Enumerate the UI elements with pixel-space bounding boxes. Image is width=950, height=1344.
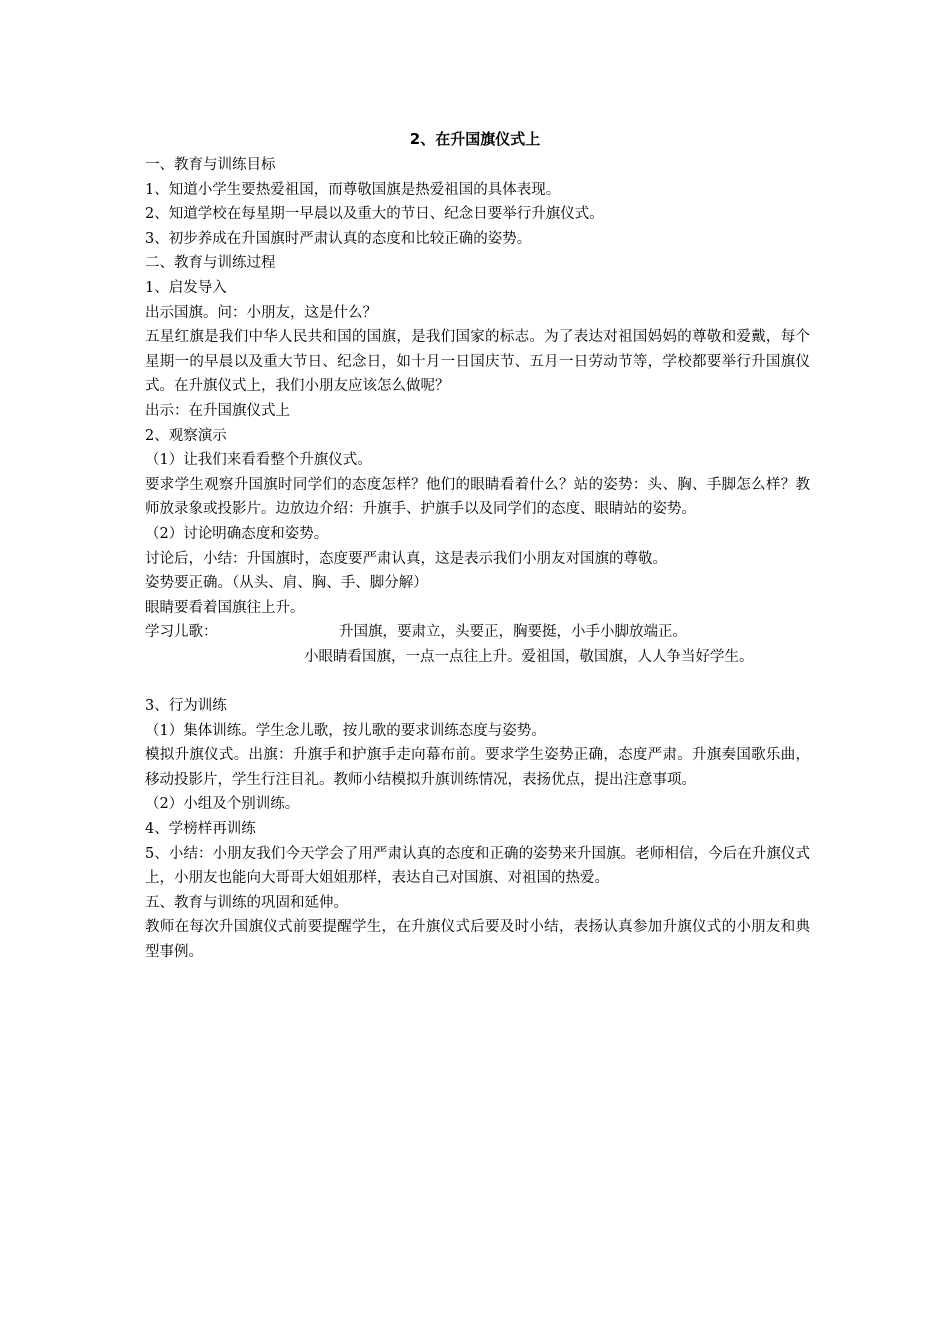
observe-posture: 姿势要正确。（从头、肩、胸、手、脚分解）	[145, 575, 428, 592]
song-row-1	[145, 620, 825, 645]
observe-sub-2: （2）讨论明确态度和姿势。	[145, 525, 329, 542]
section-heading-extension: 五、教育与训练的巩固和延伸。	[145, 894, 348, 911]
goal-item-1: 1、知道小学生要热爱祖国，而尊敬国旗是热爱祖国的具体表现。	[145, 181, 561, 198]
document-body	[145, 153, 825, 965]
step-heading-intro: 1、启发导入	[145, 279, 227, 296]
goal-item-2: 2、知道学校在每星期一早晨以及重大的节日、纪念日要举行升旗仪式。	[145, 206, 604, 223]
goal-item-3: 3、初步养成在升国旗时严肃认真的态度和比较正确的姿势。	[145, 230, 532, 247]
blank-line	[145, 669, 825, 694]
song-label: 学习儿歌：	[145, 624, 218, 641]
observe-eyes: 眼睛要看着国旗往上升。	[145, 599, 305, 616]
step-heading-training: 3、行为训练	[145, 698, 227, 715]
section-heading-process: 二、教育与训练过程	[145, 255, 276, 272]
intro-show: 出示：在升国旗仪式上	[145, 402, 290, 419]
observe-summary: 讨论后，小结：升国旗时，态度要严肃认真，这是表示我们小朋友对国旗的尊敬。	[145, 550, 667, 567]
section-heading-goals: 一、教育与训练目标	[145, 157, 276, 173]
training-sub-2: （2）小组及个别训练。	[145, 796, 300, 813]
song-line-1: 升国旗，要肃立，头要正，胸要挺，小手小脚放端正。	[339, 624, 687, 641]
step-heading-observe: 2、观察演示	[145, 427, 227, 444]
song-row-2	[145, 645, 825, 670]
intro-paragraph: 五星红旗是我们中华人民共和国的国旗，是我们国家的标志。为了表达对祖国妈妈的尊敬和爱戴，每个星期一的早晨以及重大节日、纪念日，如十月一日国庆节、五月一日劳动节等，学校都要举行升国旗仪式。在升旗仪式上，我们小朋友应该怎么做呢？	[145, 329, 810, 395]
step-heading-role-model: 4、学榜样再训练	[145, 821, 256, 838]
song-line-2: 小眼睛看国旗，一点一点往上升。爱祖国，敬国旗，人人争当好学生。	[304, 648, 754, 665]
intro-question: 出示国旗。问：小朋友，这是什么？	[145, 304, 377, 321]
observe-sub-1: （1）让我们来看看整个升旗仪式。	[145, 452, 372, 469]
extension-paragraph: 教师在每次升国旗仪式前要提醒学生，在升旗仪式后要及时小结，表扬认真参加升旗仪式的小朋友和典型事例。	[145, 919, 810, 960]
document-title: 2、在升国旗仪式上	[409, 130, 541, 148]
observe-paragraph: 要求学生观察升国旗时同学们的态度怎样？他们的眼睛看着什么？站的姿势：头、胸、手脚怎么样？教师放录象或投影片。边放边介绍：升旗手、护旗手以及同学们的态度、眼睛站的姿势。	[145, 476, 810, 518]
training-sub-1: （1）集体训练。学生念儿歌，按儿歌的要求训练态度与姿势。	[145, 722, 546, 739]
training-paragraph: 模拟升旗仪式。出旗：升旗手和护旗手走向幕布前。要求学生姿势正确，态度严肃。升旗奏国歌乐曲，移动投影片，学生行注目礼。教师小结模拟升旗训练情况，表扬优点，提出注意事项。	[145, 747, 810, 788]
summary-paragraph: 5、小结：小朋友我们今天学会了用严肃认真的态度和正确的姿势来升国旗。老师相信，今后在升旗仪式上，小朋友也能向大哥哥大姐姐那样，表达自己对国旗、对祖国的热爱。	[145, 845, 810, 887]
